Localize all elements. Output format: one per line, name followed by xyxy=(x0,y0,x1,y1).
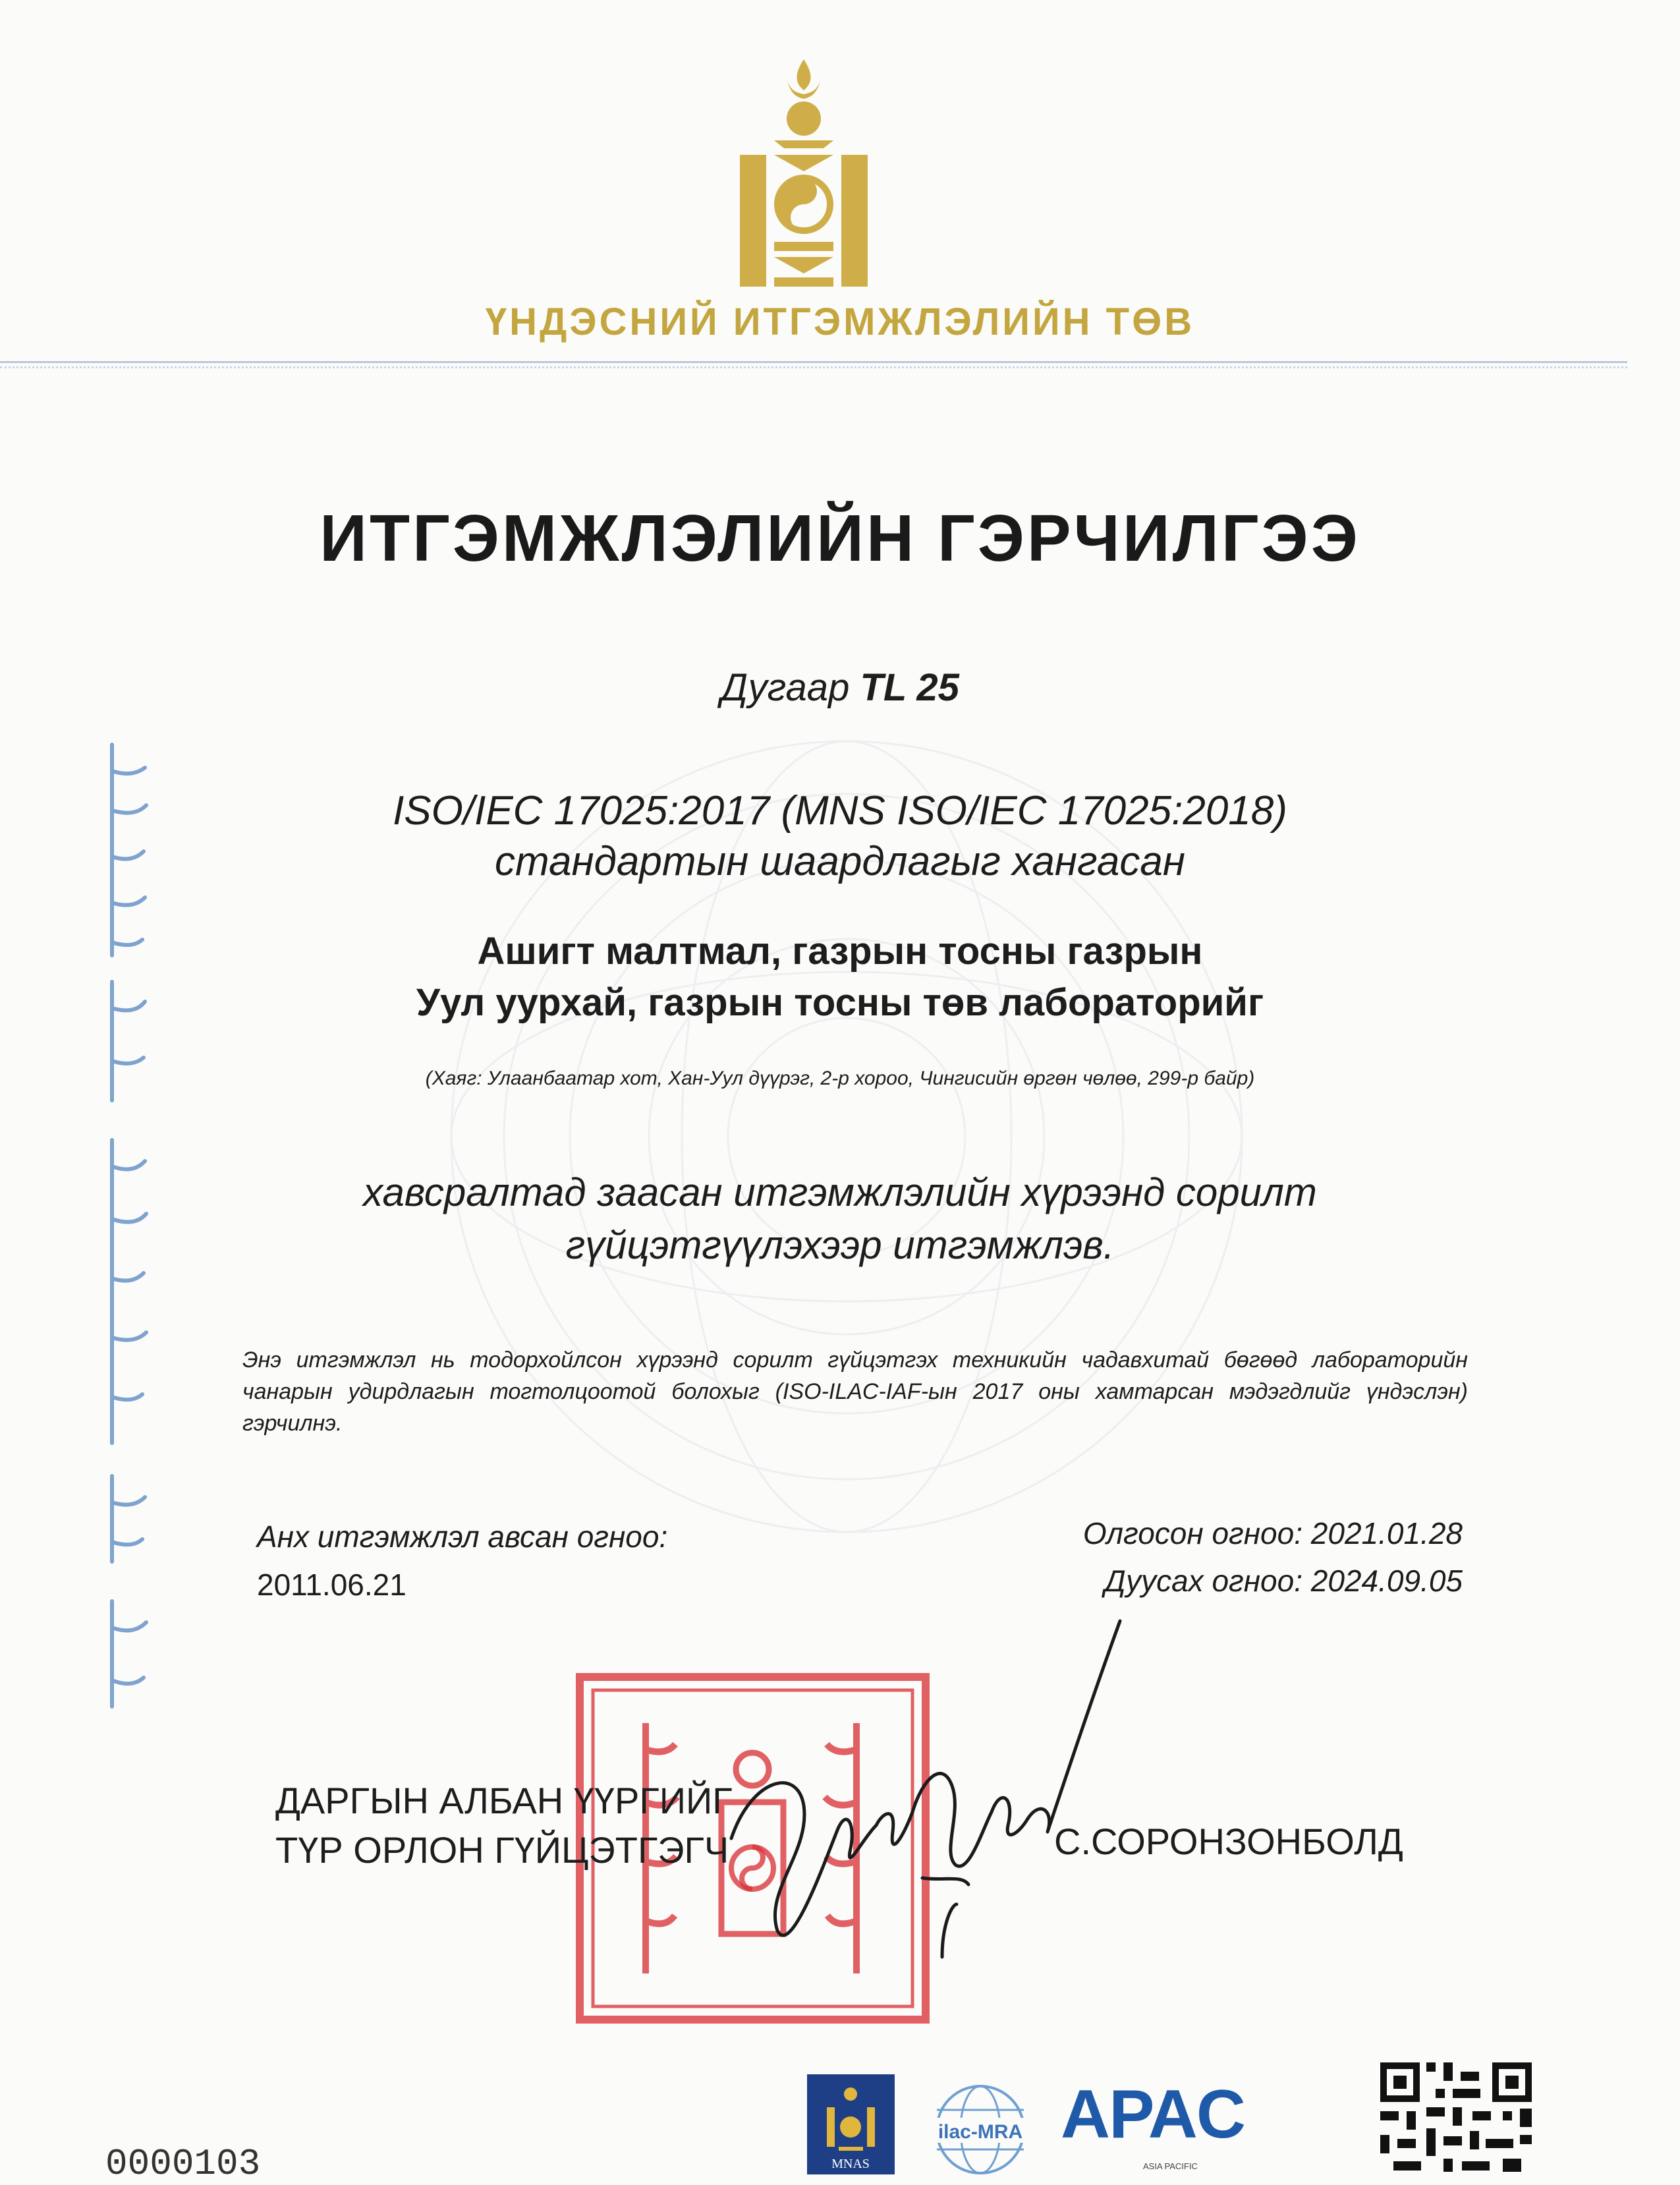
certificate-number-prefix: Дугаар xyxy=(721,666,850,709)
mnas-logo-icon xyxy=(807,2074,895,2174)
apac-logo: APAC xyxy=(1061,2076,1245,2153)
header-divider xyxy=(0,361,1627,363)
signatory-name: С.СОРОНЗОНБОЛД xyxy=(1054,1821,1403,1862)
accreditation-statement: Энэ итгэмжлэл нь тодорхойлсон хүрээнд сорилт гүйцэтгэх техникийн чадавхитай бөгөөд лабораторийн чанарын удирдлагын тогтолцоотой болохыг (ISO-ILAC-IAF-ын 2017 оны хамтарсан мэдэгдлийг үндэслэн) гэрчилнэ. xyxy=(242,1348,1468,1436)
standard-reference: ISO/IEC 17025:2017 (MNS ISO/IEC 17025:2018) xyxy=(393,788,1287,834)
issue-date: Олгосон огноо: 2021.01.28 xyxy=(1082,1516,1463,1550)
qr-code-icon[interactable] xyxy=(1380,2062,1532,2174)
handwritten-signature-icon xyxy=(725,1614,1133,1983)
scope-text-line2: гүйцэтгүүлэхээр итгэмжлэв. xyxy=(565,1223,1115,1267)
first-accreditation-date: 2011.06.21 xyxy=(257,1568,406,1602)
ilac-mra-logo-icon xyxy=(921,2077,1040,2174)
laboratory-name-line1: Ашигт малтмал, газрын тосны газрын xyxy=(477,930,1203,973)
scope-text-line1: хавсралтад заасан итгэмжлэлийн хүрээнд сорилт xyxy=(363,1170,1317,1214)
soyombo-emblem-icon xyxy=(735,56,873,297)
certificate-title: ИТГЭМЖЛЭЛИЙН ГЭРЧИЛГЭЭ xyxy=(320,501,1360,575)
first-accreditation-label: Анх итгэмжлэл авсан огноо: xyxy=(257,1519,668,1554)
standard-requirement-text: стандартын шаардлагыг хангасан xyxy=(495,839,1185,884)
header-divider-dotted xyxy=(0,366,1627,368)
apac-subtitle: ASIA PACIFIC xyxy=(1143,2161,1198,2171)
organization-name: ҮНДЭСНИЙ ИТГЭМЖЛЭЛИЙН ТӨВ xyxy=(485,300,1195,343)
laboratory-address: (Хаяг: Улаанбаатар хот, Хан-Уул дүүрэг, 2-р хороо, Чингисийн өргөн чөлөө, 299-р байр) xyxy=(425,1067,1255,1089)
signatory-title-line2: ТҮР ОРЛОН ГҮЙЦЭТГЭГЧ xyxy=(275,1829,729,1871)
svg-text:ilac-MRA: ilac-MRA xyxy=(938,2121,1023,2143)
expiry-date: Дуусах огноо: 2024.09.05 xyxy=(1104,1564,1463,1598)
serial-number: 0000103 xyxy=(105,2143,261,2185)
certificate-number xyxy=(0,666,1680,710)
svg-text:MNAS: MNAS xyxy=(831,2157,870,2171)
certificate-number-value: TL 25 xyxy=(860,666,959,709)
signatory-title-line1: ДАРГЫН АЛБАН ҮҮРГИЙГ xyxy=(275,1780,733,1821)
laboratory-name-line2: Уул уурхай, газрын тосны төв лабораторийг xyxy=(416,981,1264,1024)
